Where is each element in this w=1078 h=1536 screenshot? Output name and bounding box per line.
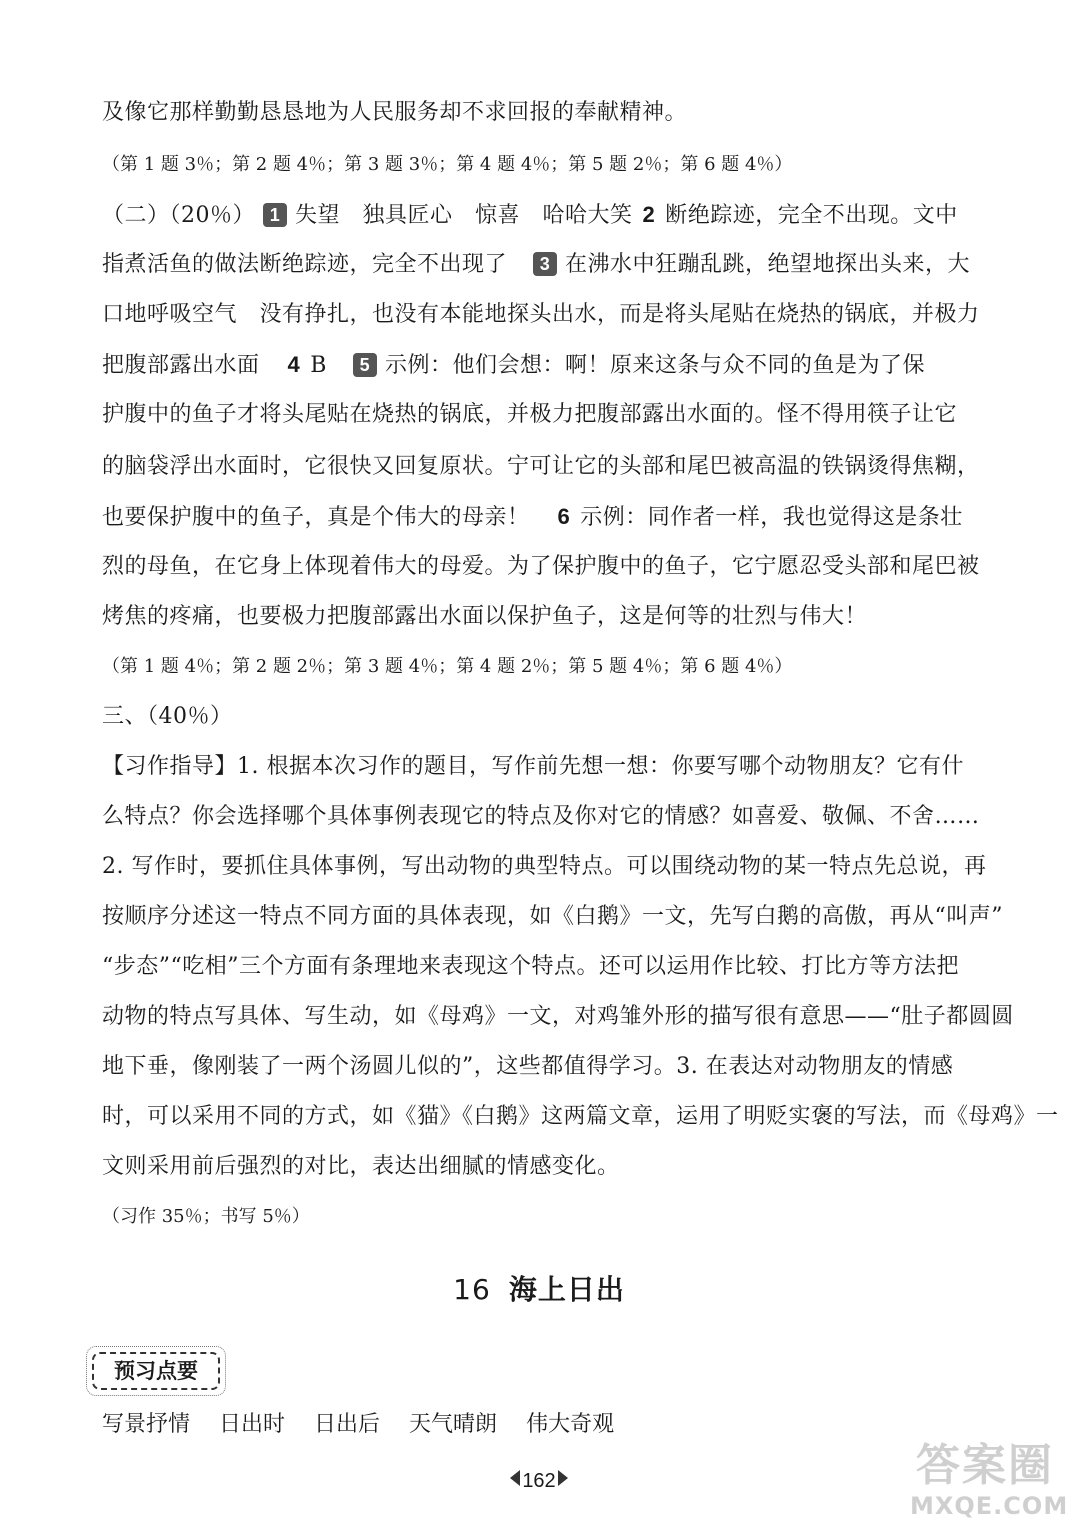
answer-text: 失望 独具匠心 惊喜 哈哈大笑 — [295, 203, 633, 228]
text-line — [102, 502, 982, 533]
question-number: 2 — [642, 202, 656, 227]
answer-text: 也要保护腹中的鱼子，真是个伟大的母亲！ — [102, 505, 530, 530]
lesson-number: 16 — [453, 1273, 491, 1306]
page-number-text: 162 — [522, 1470, 556, 1492]
section-label: （二）（20％） — [102, 203, 255, 228]
key-points — [102, 1410, 636, 1440]
answer-text: 把腹部露出水面 — [102, 353, 260, 378]
key-point: 天气晴朗 — [409, 1412, 498, 1437]
answer-text: 断绝踪迹，完全不出现。文中 — [665, 203, 958, 228]
question-number: 6 — [557, 504, 571, 529]
text-line: 地下垂，像刚装了一两个汤圆儿似的”，这些都值得学习。3. 在表达对动物朋友的情感 — [102, 1054, 954, 1079]
text-line: 2. 写作时，要抓住具体事例，写出动物的典型特点。可以围绕动物的某一特点先总说，再 — [102, 854, 987, 879]
score-line: （第 1 题 4％；第 2 题 2％；第 3 题 4％；第 4 题 2％；第 5 题 4％；第 6 题 4％） — [102, 656, 793, 677]
question-badge: 1 — [263, 203, 287, 227]
key-point: 日出后 — [314, 1412, 381, 1437]
key-point: 日出时 — [219, 1412, 286, 1437]
text-line: 动物的特点写具体、写生动，如《母鸡》一文，对鸡雏外形的描写很有意思——“肚子都圆圆 — [102, 1004, 1014, 1029]
answer-text: 示例：同作者一样，我也觉得这是条壮 — [580, 505, 963, 530]
right-triangle-icon — [558, 1470, 568, 1486]
text-line — [102, 250, 982, 280]
text-line: “步态”“吃相”三个方面有条理地来表现这个特点。还可以运用作比较、打比方等方法把 — [102, 954, 959, 979]
text-line — [102, 200, 982, 231]
watermark-logo: 答案圈 — [916, 1440, 1054, 1491]
text-line: 烤焦的疼痛，也要极力把腹部露出水面以保护鱼子，这是何等的壮烈与伟大！ — [102, 604, 868, 629]
key-point: 伟大奇观 — [526, 1412, 615, 1437]
text-line — [102, 350, 982, 381]
lesson-title — [0, 1268, 1078, 1308]
text-line: 么特点？你会选择哪个具体事例表现它的特点及你对它的情感？如喜爱、敬佩、不舍…… — [102, 804, 980, 829]
text-line: 烈的母鱼，在它身上体现着伟大的母爱。为了保护腹中的鱼子，它宁愿忍受头部和尾巴被 — [102, 554, 980, 579]
section-heading: 三、（40％） — [102, 704, 233, 729]
score-line: （第 1 题 3％；第 2 题 4％；第 3 题 3％；第 4 题 4％；第 5 题 2％；第 6 题 4％） — [102, 154, 793, 175]
text-line: 【习作指导】1. 根据本次习作的题目，写作前先想一想：你要写哪个动物朋友？它有什 — [102, 754, 964, 779]
text-line: 按顺序分述这一特点不同方面的具体表现，如《白鹅》一文，先写白鹅的高傲，再从“叫声” — [102, 904, 1003, 929]
lesson-name: 海上日出 — [508, 1273, 625, 1306]
answer-text: 示例：他们会想：啊！原来这条与众不同的鱼是为了保 — [384, 353, 925, 378]
text-line: 护腹中的鱼子才将头尾贴在烧热的锅底，并极力把腹部露出水面的。怪不得用筷子让它 — [102, 402, 958, 427]
left-triangle-icon — [510, 1470, 520, 1486]
section-tag: 预习点要 — [92, 1352, 220, 1390]
key-point: 写景抒情 — [102, 1412, 191, 1437]
text-line: 文则采用前后强烈的对比，表达出细腻的情感变化。 — [102, 1154, 620, 1179]
text-line: 的脑袋浮出水面时，它很快又回复原状。宁可让它的头部和尾巴被高温的铁锅烫得焦糊， — [102, 454, 980, 479]
answer-text: 指煮活鱼的做法断绝踪迹，完全不出现了 — [102, 252, 508, 277]
answer-text: B — [310, 353, 327, 378]
question-number: 4 — [287, 352, 301, 377]
text-line: 及像它那样勤勤恳恳地为人民服务却不求回报的奉献精神。 — [102, 100, 688, 125]
question-badge: 5 — [353, 353, 377, 377]
watermark — [910, 1440, 1069, 1530]
question-badge: 3 — [533, 252, 557, 276]
answer-text: 在沸水中狂蹦乱跳，绝望地探出头来，大 — [565, 252, 971, 277]
text-line: 时，可以采用不同的方式，如《猫》《白鹅》这两篇文章，运用了明贬实褒的写法，而《母鸡》一 — [102, 1104, 1059, 1129]
score-line: （习作 35％；书写 5％） — [102, 1206, 310, 1227]
text-line: 口地呼吸空气 没有挣扎，也没有本能地探头出水，而是将头尾贴在烧热的锅底，并极力 — [102, 302, 980, 327]
watermark-url: MXQE.COM — [910, 1492, 1069, 1520]
